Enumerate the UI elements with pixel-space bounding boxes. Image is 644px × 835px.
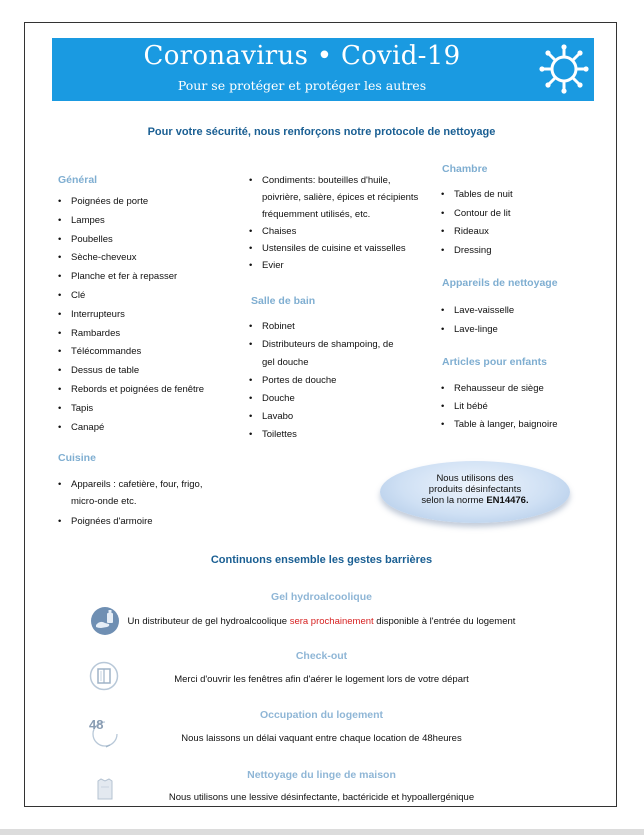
gesture-title-gel: Gel hydroalcoolique	[271, 591, 372, 603]
section-title-appareils: Appareils de nettoyage	[442, 277, 558, 289]
section-title-enfants: Articles pour enfants	[442, 356, 548, 368]
list-item: • Planche et fer à repasser	[58, 268, 204, 287]
list-item: • Rambardes	[58, 325, 204, 344]
viewer-bottom-bar	[0, 829, 644, 835]
list-item: • Tables de nuit	[441, 186, 513, 205]
section-title-salle-de-bain: Salle de bain	[251, 295, 316, 307]
banner-subtitle: Pour se protéger et protéger les autres	[177, 78, 427, 93]
section-title-cuisine: Cuisine	[58, 452, 96, 464]
highlight-text: sera prochainement	[289, 616, 374, 627]
list-item: • Dressing	[441, 242, 513, 261]
list-item: • Lit bébé	[441, 398, 558, 416]
chambre-list	[441, 186, 513, 260]
list-item: • Lampes	[58, 212, 204, 231]
list-item: • Rideaux	[441, 223, 513, 242]
norm-reference: EN14476.	[486, 495, 529, 506]
gesture-text-gel: Un distributeur de gel hydroalcoolique sera prochainement disponible à l'entrée du logement	[127, 616, 516, 627]
list-item: • Condiments: bouteilles d'huile,	[249, 172, 418, 189]
gesture-text-linge: Nous utilisons une lessive désinfectante, bactéricide et hypoallergénique	[168, 792, 475, 803]
gesture-title-linge: Nettoyage du linge de maison	[247, 769, 396, 781]
list-item: • Lave-linge	[441, 321, 514, 340]
list-item: • Clé	[58, 287, 204, 306]
list-item: • Sèche-cheveux	[58, 249, 204, 268]
virus-icon	[538, 43, 590, 95]
banner-title: Coronavirus • Covid-19	[143, 41, 461, 71]
list-item: • Toilettes	[249, 426, 394, 444]
protocol-heading: Pour votre sécurité, nous renforçons notre protocole de nettoyage	[147, 126, 496, 138]
flyer-page	[24, 22, 617, 807]
note-line-2: produits désinfectants	[428, 484, 522, 495]
list-item: • Poignées de porte	[58, 193, 204, 212]
list-item: • Contour de lit	[441, 205, 513, 224]
list-item: • Interrupteurs	[58, 306, 204, 325]
list-item: • Appareils : cafetière, four, frigo,	[58, 476, 202, 493]
disinfectant-note	[380, 461, 570, 523]
list-item: • Distributeurs de shampoing, de	[249, 336, 394, 354]
salle-de-bain-list	[249, 318, 394, 444]
list-item: • Dessus de table	[58, 362, 204, 381]
list-item: • Ustensiles de cuisine et vaisselles	[249, 240, 418, 257]
cuisine-continued-list	[249, 172, 418, 274]
general-list	[58, 193, 204, 437]
list-item-continued: gel douche	[262, 357, 309, 368]
section-title-chambre: Chambre	[442, 163, 488, 175]
gesture-title-occupation: Occupation du logement	[259, 709, 384, 721]
list-item: • Poignées d'armoire	[58, 513, 202, 530]
gesture-title-checkout: Check-out	[295, 650, 348, 662]
list-item: • Canapé	[58, 419, 204, 438]
note-line-1: Nous utilisons des	[436, 473, 514, 484]
gesture-text-occupation: Nous laissons un délai vaquant entre chaque location de 48heures	[181, 733, 462, 744]
note-line-3: selon la norme EN14476.	[421, 495, 529, 506]
list-item: • Poubelles	[58, 231, 204, 250]
list-item: • Evier	[249, 257, 418, 274]
list-item-continued: poivrière, salière, épices et récipients	[262, 192, 419, 203]
list-item: • Télécommandes	[58, 343, 204, 362]
list-item-continued: fréquemment utilisés, etc.	[262, 209, 371, 220]
section-title-general: Général	[58, 174, 98, 186]
gestures-heading: Continuons ensemble les gestes barrières	[210, 554, 433, 566]
list-item: • Lave-vaisselle	[441, 302, 514, 321]
enfants-list	[441, 380, 558, 434]
list-item: • Portes de douche	[249, 372, 394, 390]
list-item: • Chaises	[249, 223, 418, 240]
list-item: • Rehausseur de siège	[441, 380, 558, 398]
cuisine-list	[58, 476, 202, 530]
gesture-text-checkout: Merci d'ouvrir les fenêtres afin d'aérer le logement lors de votre départ	[174, 674, 469, 685]
list-item: • Tapis	[58, 400, 204, 419]
appareils-list	[441, 302, 514, 339]
list-item: • Rebords et poignées de fenêtre	[58, 381, 204, 400]
header-banner	[52, 38, 594, 101]
list-item: • Table à langer, baignoire	[441, 416, 558, 434]
list-item-continued: micro-onde etc.	[71, 496, 137, 507]
clock-48-label: 48	[89, 717, 104, 732]
list-item: • Lavabo	[249, 408, 394, 426]
list-item: • Douche	[249, 390, 394, 408]
list-item: • Robinet	[249, 318, 394, 336]
